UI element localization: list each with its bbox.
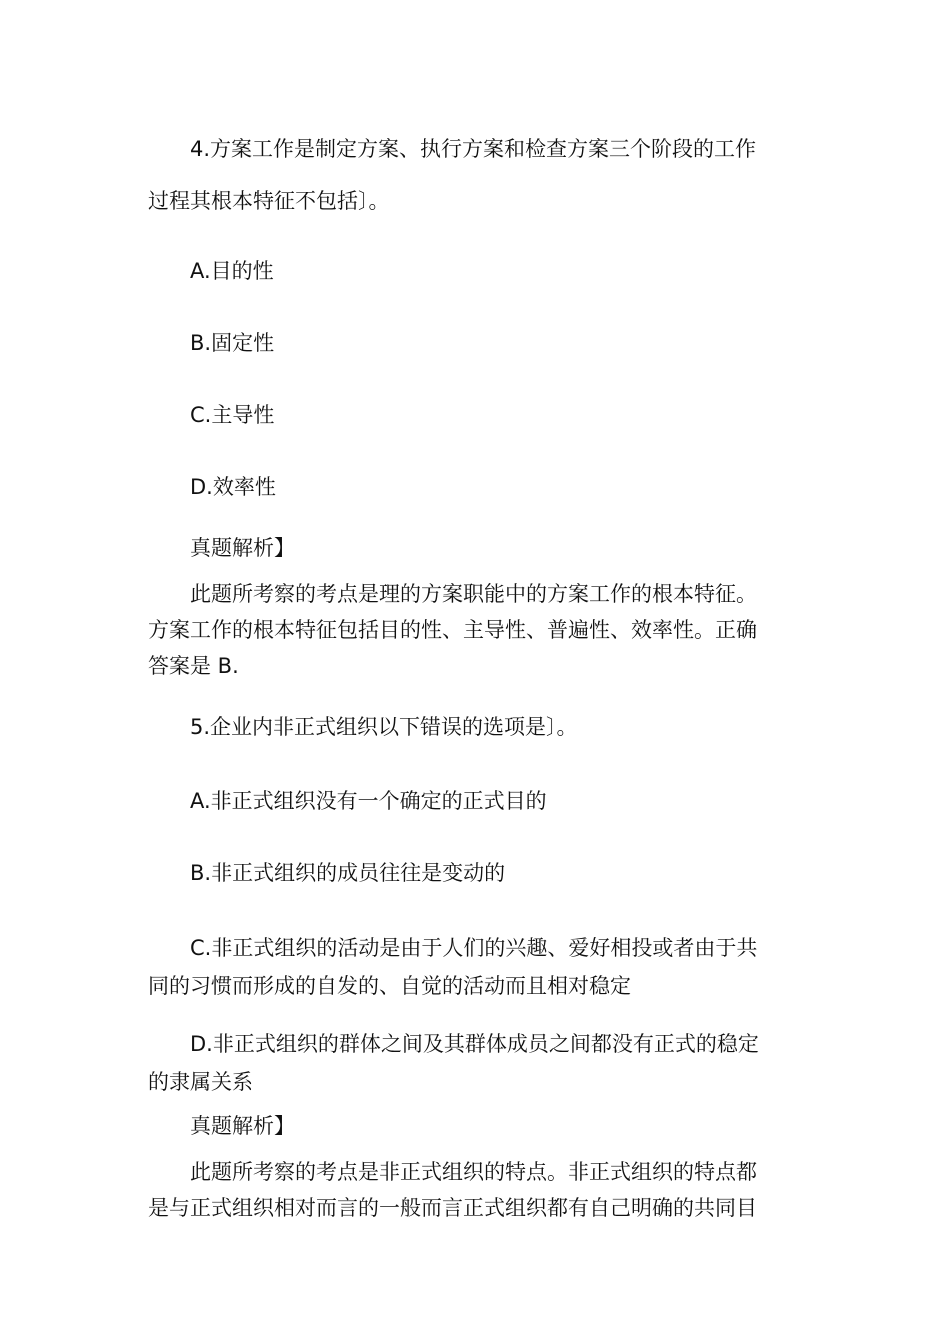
question-5-option-d xyxy=(148,1025,808,1101)
question-5-option-b: B.非正式组织的成员往往是变动的 xyxy=(190,861,506,885)
question-4-analysis xyxy=(148,576,808,684)
question-4-option-c: C.主导性 xyxy=(190,403,275,427)
question-5-stem: 5.企业内非正式组织以下错误的选项是〕。 xyxy=(190,715,578,739)
question-4-analysis-line-1: 此题所考察的考点是理的方案职能中的方案工作的根本特征。 xyxy=(190,582,757,606)
question-5-option-c-line-1: C.非正式组织的活动是由于人们的兴趣、爱好相投或者由于共 xyxy=(190,936,758,960)
question-4-stem-line-1: 4.方案工作是制定方案、执行方案和检查方案三个阶段的工作 xyxy=(190,137,757,161)
question-4-stem xyxy=(148,134,808,216)
question-5-option-c xyxy=(148,929,808,1005)
question-5-option-d-line-1: D.非正式组织的群体之间及其群体成员之间都没有正式的稳定 xyxy=(190,1032,759,1056)
question-4-option-b: B.固定性 xyxy=(190,331,275,355)
question-4-analysis-line-2: 方案工作的根本特征包括目的性、主导性、普遍性、效率性。正确 xyxy=(148,618,757,642)
question-5-option-c-line-2: 同的习惯而形成的自发的、自觉的活动而且相对稳定 xyxy=(148,974,631,998)
question-5-analysis-line-1: 此题所考察的考点是非正式组织的特点。非正式组织的特点都 xyxy=(190,1160,757,1184)
question-5-option-a: A.非正式组织没有一个确定的正式目的 xyxy=(190,789,547,813)
question-5-analysis-line-2: 是与正式组织相对而言的一般而言正式组织都有自己明确的共同目 xyxy=(148,1196,757,1220)
question-4-analysis-heading: 真题解析】 xyxy=(190,536,295,560)
question-4-analysis-line-3: 答案是 B. xyxy=(148,654,239,678)
question-5-analysis-heading: 真题解析】 xyxy=(190,1114,295,1138)
question-5-option-d-line-2: 的隶属关系 xyxy=(148,1070,253,1094)
question-4-stem-line-2: 过程其根本特征不包括〕。 xyxy=(148,189,390,213)
question-5-analysis xyxy=(148,1154,808,1226)
question-4-option-a: A.目的性 xyxy=(190,259,274,283)
question-4-option-d: D.效率性 xyxy=(190,475,276,499)
